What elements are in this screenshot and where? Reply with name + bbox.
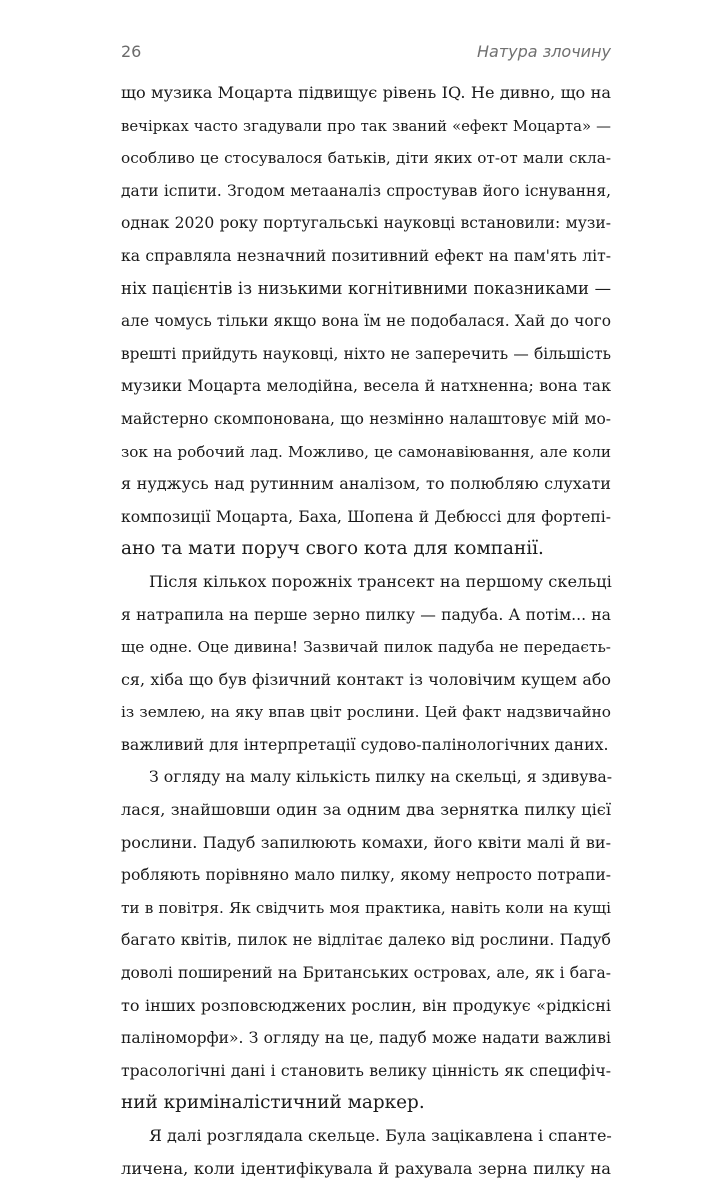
text-line: я нуджусь над рутинним аналізом, то полюбляю слухати bbox=[121, 474, 611, 494]
text-line: паліноморфи». З огляду на це, падуб може надати важливі bbox=[121, 1029, 611, 1048]
text-line: але чомусь тільки якщо вона їм не подобалася. Хай до чого bbox=[121, 312, 611, 331]
text-line: багато квітів, пилок не відлітає далеко від рослини. Падуб bbox=[121, 930, 611, 950]
text-line: трасологічні дані і становить велику цінність як специфіч- bbox=[121, 1060, 611, 1080]
text-line: особливо це стосувалося батьків, діти яких от-от мали скла- bbox=[121, 149, 611, 168]
text-line: із землею, на яку впав цвіт рослини. Цей факт надзвичайно bbox=[121, 703, 611, 722]
text-line: ще одне. Оце дивина! Зазвичай пилок падуба не передаєть- bbox=[121, 638, 611, 657]
text-line: доволі поширений на Британських островах, але, як і бага- bbox=[121, 964, 611, 983]
paragraph bbox=[121, 566, 611, 762]
text-line: то інших розповсюджених рослин, він продукує «рідкісні bbox=[121, 995, 611, 1015]
text-line: ний криміналістичний маркер. bbox=[121, 1092, 425, 1114]
text-line: важливий для інтерпретації судово-палінологічних даних. bbox=[121, 734, 609, 754]
paragraph bbox=[121, 761, 611, 1120]
text-line: лася, знайшовши один за одним два зернятка пилку цієї bbox=[121, 800, 611, 820]
body-text bbox=[121, 77, 611, 1185]
running-title: Натура злочину bbox=[477, 42, 611, 61]
text-line: ти в повітря. Як свідчить моя практика, навіть коли на кущі bbox=[121, 898, 611, 917]
paragraph bbox=[121, 77, 611, 566]
text-line: дати іспити. Згодом метааналіз спростував його існування, bbox=[121, 181, 611, 200]
text-line: однак 2020 року португальські науковці встановили: музи- bbox=[121, 214, 611, 233]
text-line: З огляду на малу кількість пилку на скельці, я здивува- bbox=[149, 767, 613, 787]
running-header bbox=[121, 38, 611, 64]
text-line: композиції Моцарта, Баха, Шопена й Дебюссі для фортепі- bbox=[121, 507, 611, 526]
text-line: що музика Моцарта підвищує рівень IQ. Не дивно, що на bbox=[121, 83, 611, 102]
text-line: ка справляла незначний позитивний ефект на пам'ять літ- bbox=[121, 246, 611, 265]
text-line: Я далі розглядала скельце. Була зацікавлена і спанте- bbox=[149, 1126, 612, 1145]
text-line: вечірках часто згадували про так званий «ефект Моцарта» — bbox=[121, 116, 611, 135]
text-line: врешті прийдуть науковці, ніхто не заперечить — більшість bbox=[121, 344, 611, 363]
text-line: личена, коли ідентифікувала й рахувала зерна пилку на bbox=[121, 1158, 611, 1178]
text-line: ніх пацієнтів із низькими когнітивними показниками — bbox=[121, 278, 611, 298]
text-line: рослини. Падуб запилюють комахи, його квіти малі й ви- bbox=[121, 832, 611, 852]
text-line: зок на робочий лад. Можливо, це самонавіювання, але коли bbox=[121, 442, 611, 461]
text-line: майстерно скомпонована, що незмінно налаштовує мій мо- bbox=[121, 409, 611, 428]
text-line: робляють порівняно мало пилку, якому непросто потрапи- bbox=[121, 866, 611, 885]
text-line: ся, хіба що був фізичний контакт із чоловічим кущем або bbox=[121, 669, 611, 689]
page-number: 26 bbox=[121, 42, 142, 61]
text-line: Після кількох порожніх трансект на першому скельці bbox=[149, 571, 612, 591]
text-line: музики Моцарта мелодійна, весела й натхненна; вона так bbox=[121, 376, 611, 396]
paragraph bbox=[121, 1120, 611, 1185]
text-line: ано та мати поруч свого кота для компанії. bbox=[121, 538, 544, 560]
text-line: я натрапила на перше зерно пилку — падуба. А потім... на bbox=[121, 605, 611, 624]
